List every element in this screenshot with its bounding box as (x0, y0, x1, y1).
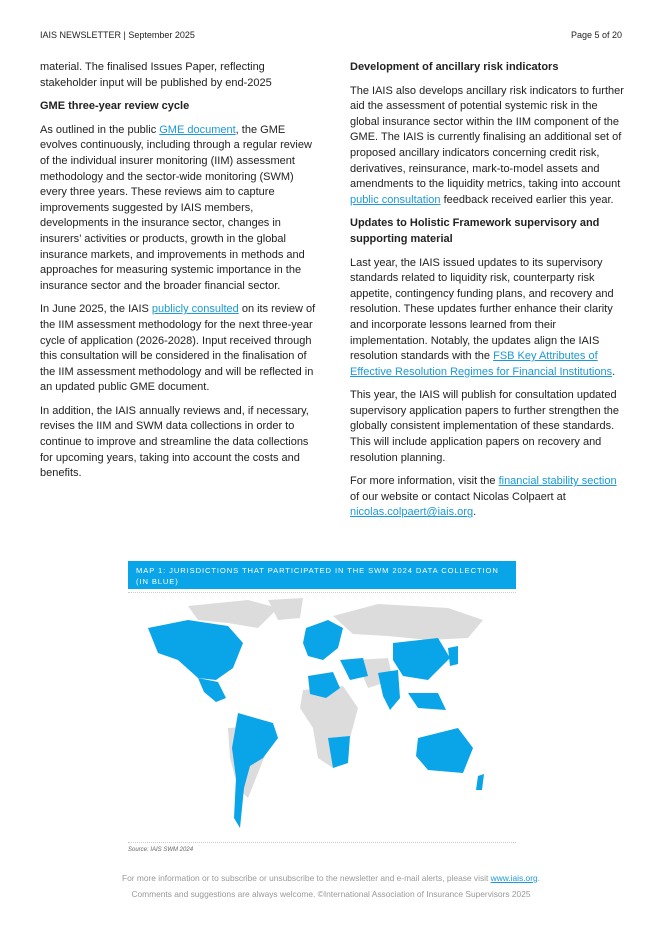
japan (448, 646, 458, 666)
iais-website-link[interactable]: www.iais.org (490, 873, 538, 883)
financial-stability-link[interactable]: financial stability section (498, 475, 617, 488)
divider (128, 842, 516, 843)
paragraph: As outlined in the public GME document, the GME evolves continuously, including through a regular review of the individual insurer monitoring (IIM) assessment methodology and the sector-wide monitoring (SWM) every three years. These reviews aim to capture improvements suggested by IAIS members, developments in the insurance sector, changes in insurers’ activities or products, growth in the global insurance markets, and improvements in methods and approaches for measuring systemic importance in the insurance sector and the broader financial sector. (40, 123, 312, 292)
footer-line-2: Comments and suggestions are always welcome. ©International Association of Insurance Supervisors 2025 (131, 889, 531, 899)
paragraph: In addition, the IAIS annually reviews and, if necessary, revises the IIM and SWM data collections in order to continue to improve and streamline the data collections for upcoming years, taking into account the costs and benefits. (40, 404, 309, 480)
paragraph: Last year, the IAIS issued updates to its supervisory standards related to liquidity risk, counterparty risk appetite, contingency funding plans, and recovery and resolution. These updates further enhance their clarity and incorporate lessons learned from their implementation. Notably, the updates align the IAIS resolution standards with the FSB Key Attributes of Effective Resolution Regimes for Financial Institutions. (350, 256, 616, 378)
divider (128, 592, 516, 593)
north-america (148, 620, 243, 680)
section-heading: Development of ancillary risk indicators (350, 61, 559, 73)
paragraph: material. The finalised Issues Paper, reflecting stakeholder input will be published by end-2025 (40, 61, 272, 89)
footer-line-1: For more information or to subscribe or unsubscribe to the newsletter and e-mail alerts, please visit www.iais.org. (121, 873, 540, 883)
map-source: Source: IAIS SWM 2024 (128, 847, 194, 853)
section-heading: Updates to Holistic Framework supervisory and supporting material (350, 217, 600, 245)
section-heading: GME three-year review cycle (40, 100, 190, 113)
left-column (40, 60, 318, 490)
fsb-key-attributes-link[interactable]: FSB Key Attributes of Effective Resolution Regimes for Financial Institutions (350, 350, 613, 378)
india (378, 670, 400, 710)
map-title: MAP 1: JURISDICTIONS THAT PARTICIPATED IN THE SWM 2024 DATA COLLECTION (IN BLUE) (128, 561, 516, 589)
paragraph: In June 2025, the IAIS publicly consulted on its review of the IIM assessment methodology for the next three-year cycle of application (2026-2028). Input received through this consultation will be considered in the finalisation of the IIM assessment methodology and will be reflected in an updated public GME document. (40, 303, 316, 394)
paragraph: This year, the IAIS will publish for consultation updated supervisory application papers to further strengthen the globally consistent implementation of these standards. This will include application papers on recovery and resolution planning. (350, 389, 620, 464)
page-number: Page 5 of 20 (570, 30, 622, 40)
central-america (198, 678, 226, 702)
gme-document-link[interactable]: GME document (159, 123, 236, 136)
southeast-asia (408, 693, 446, 710)
world-map (128, 598, 492, 834)
china (393, 638, 450, 680)
email-link[interactable]: nicolas.colpaert@iais.org (350, 506, 474, 519)
public-consultation-link[interactable]: public consultation (350, 193, 441, 206)
new-zealand (476, 774, 484, 790)
middle-east (340, 658, 368, 680)
paragraph: The IAIS also develops ancillary risk indicators to further aid the assessment of potential systemic risk in the global insurance sector within the IIM component of the GME. The IAIS is currently finalising an additional set of proposed ancillary indicators concerning credit risk, derivatives, reinsurance, mark-to-model assets and amendments to the liquidity metrics, taking into account public consultation feedback received earlier this year. (350, 84, 624, 206)
header-title: IAIS NEWSLETTER | September 2025 (40, 30, 195, 40)
europe (303, 620, 343, 660)
australia (416, 728, 473, 773)
paragraph: For more information, visit the financial stability section of our website or contact Nicolas Colpaert at nicolas.colpaert@iais.org. (350, 475, 617, 519)
publicly-consulted-link[interactable]: publicly consulted (151, 303, 239, 316)
right-column (350, 60, 626, 529)
